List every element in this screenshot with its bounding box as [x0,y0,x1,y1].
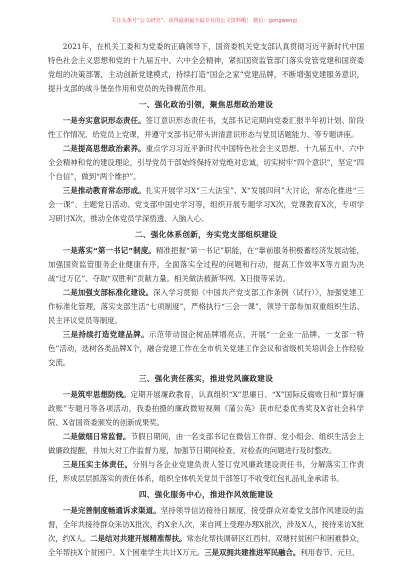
section-1-item-3: 三是推动教育常态形成。扎实开展学习X“三大法宝”、X“发展四问”大讨论，常态化推进“三会一课”、主题党日活动、党支部中国史学习等，组织开展专题学习X次，党课教育X次，专项学习研讨X次，推动全体党员学深悟透、入脑入心。 [48,186,364,223]
section-1-heading: 一、强化政治引领，聚焦思想政治建设 [138,100,274,109]
section-3-item-1: 一是筑牢思想防线。定期开展廉政教育，认真组织“X”思廉日、“X”国际反腐败日和“算好廉政账”专题月等各项活动，我委拍摄的廉政微短视频《蒲公英》获市纪委优秀奖及X省社会科学院、X省国资委颁发的创新成果奖。 [48,390,364,427]
section-3-heading: 三、强化责任落实，推进党风廉政建设 [138,374,274,383]
section-2-item-2: 二是加强支部标准化建设。深入学习贯彻《中国共产党支部工作条例（试行）》，加强党建工作标准化管理，落实支部生活“七项制度”，严格执行“三会一课”，领导干部参加双重组织生活、民主评议党员等制度。 [48,288,364,325]
section-3-item-2: 二是做细日常监督。节假日期间，由一名支部书记在微信工作群、党小组会、组织生活会上做廉政提醒，并加大对工作监督力度，加强节日期间检查，对检查的问题进行及时整改。 [48,432,364,455]
header-banner[interactable]: 关注头条号“公文研究”，获得最新最全最专业的公文资料哦！ 微信：gongwenyj [111,18,297,24]
section-2-item-1: 一是落实“第一书记”制度。精准把握“第一书记”职能，在“靠前服务积极蓄经济发展动能，加强国资监管服务企业健康有序，全面落实全过程的问题和行动，提高工作效率X等方面为决战“过万亿”、夺取“双胜利”贡献力量。相关做法被新华网、X日报等采访。 [48,246,364,283]
section-2-heading: 二、强化体系创新，夯实党支部组织建设 [134,230,278,239]
section-1-item-2: 二是提高思想政治素养。重点学习习近平新时代中国特色社会主义思想、十九届五中、六中全会精神和党的建设理论，引导党员干部始终保持对党绝对忠诚，切实树牢“四个意识”，坚定“四个自信”，做到“两个维护”。 [48,144,364,181]
document-body [48,40,364,570]
section-2-item-3: 三是持续打造党建品牌。示范带动国企树品牌增亮点，开展“一企业一品牌、一支部一特色”活动，选树各类品牌X个，融合党建工作在全市机关党建工作会议和省级机关培训会上作经验交流。 [48,330,364,367]
section-4-item-1: 一是完善制度畅通诉求渠道。坚持领导信访接待日制度，接受群众对委党支部作风建设的监督，全年共接待群众来访X批次，约X余人次，来自网上受理办理X批次，涉及X人，接待来访X批次，约X人。二是结对共建开展精准帮扶。常态化帮扶调研区红西村、双塘村贫困户和困难群众，全年帮扶X个贫困户、X个困难学生共计X万元。三是双拥共建推进军民融合。利用春节、元旦、 [48,506,364,557]
intro-paragraph: 2021年，在机关工委和为党委的正确领导下，国资委机关党支部认真贯彻习近平新时代中国特色社会主义思想和党的十九届五中、六中全会精神，紧扣国资监管部门落实党管党建和国资委党组的决策部署，主动创新党建模式，持续打造“国企之家”党建品牌，不断增强党建服务意识，提升支部的战斗堡垒作用和党员的先锋模范作用。 [48,42,364,93]
section-4-heading: 四、强化服务中心，推进作风效能建设 [138,490,274,499]
section-3-item-3: 三是压实主体责任。分别与各企业党建负责人签订党风廉政建设责任书，分解落实工作责任，形成层层抓落实的责任体系，组织全体机关党员干部签订不收受红包礼品礼金承诺书。 [48,460,364,483]
section-1-item-1: 一是夯实意识形态责任。签订意识形态责任书，支部书记定期向党委汇报半年初计划、阶段性工作情况、给党员上党课，并遵守支部书记带头讲清意识形态与党员话题能力、等专题讲座。 [48,116,364,139]
